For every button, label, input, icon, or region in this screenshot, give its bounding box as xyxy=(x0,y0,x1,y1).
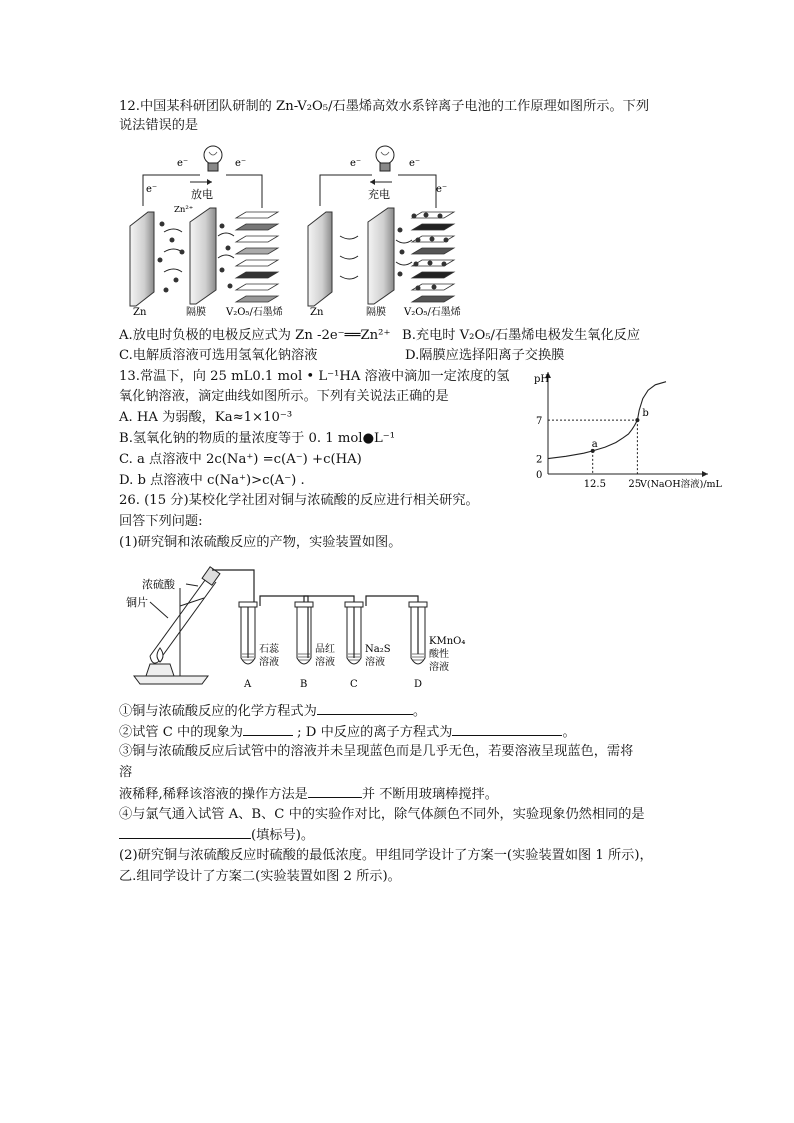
bulb-icon xyxy=(376,146,394,171)
test-tube-a xyxy=(239,602,280,690)
tube-id: B xyxy=(300,679,308,690)
q12-stem-line1: 12.中国某科研团队研制的 Zn-V₂O₅/石墨烯高效水系锌离子电池的工作原理如图所示。下列 xyxy=(119,99,650,114)
membrane-label: 隔膜 xyxy=(366,307,386,318)
q26-sub2-mid: ; D 中反应的离子方程式为 xyxy=(292,725,453,740)
alcohol-lamp xyxy=(146,648,174,676)
tube-label: 溶液 xyxy=(315,657,335,668)
test-tube-c xyxy=(345,602,391,690)
q26-sub2 xyxy=(119,723,576,742)
q26-sub1 xyxy=(119,702,426,721)
zn-label: Zn xyxy=(310,307,324,318)
test-tube-b xyxy=(295,602,335,690)
q26-sub3-line2: 溶 xyxy=(119,765,133,780)
q12-option-b: B.充电时 V₂O₅/石墨烯电极发生氧化反应 xyxy=(402,328,641,343)
membrane xyxy=(368,208,394,304)
q26-sub1-end: 。 xyxy=(412,704,426,719)
cathode-label: V₂O₅/石墨烯 xyxy=(226,307,283,318)
q26-sub2-prompt: ②试管 C 中的现象为 xyxy=(119,725,243,740)
apparatus-diagram xyxy=(120,558,466,694)
zn-electrode xyxy=(130,212,154,306)
q26-sub3-prompt: 液稀释,稀释该溶液的操作方法是 xyxy=(119,787,308,802)
electron-label: e⁻ xyxy=(350,158,362,169)
tube-id: D xyxy=(414,679,423,690)
membrane xyxy=(190,208,216,304)
q26-answer-prompt: 回答下列问题: xyxy=(119,514,203,529)
q13-stem-line2: 氧化钠溶液，滴定曲线如图所示。下列有关说法正确的是 xyxy=(119,389,449,404)
membrane-label: 隔膜 xyxy=(186,307,206,318)
q13-stem-line1: 13.常温下，向 25 mL0.1 mol • L⁻¹HA 溶液中滴加一定浓度的氢 xyxy=(119,369,510,384)
acid-label: 浓硫酸 xyxy=(142,578,175,591)
q12-option-d: D.隔膜应选择阳离子交换膜 xyxy=(405,348,565,363)
y-tick-label: 2 xyxy=(536,454,543,466)
x-axis-arrow-icon xyxy=(702,471,708,477)
q26-part2-line2: 乙.组同学设计了方案二(实验装置如图 2 所示)。 xyxy=(119,869,401,884)
q26-sub3-end: 并 不断用玻璃棒搅拌。 xyxy=(361,787,498,802)
y-tick-label: 7 xyxy=(536,416,543,428)
answer-blank[interactable] xyxy=(317,702,413,715)
tube-label: 酸性 xyxy=(429,649,449,660)
titration-chart xyxy=(528,370,728,492)
y-axis-label: pH xyxy=(534,374,550,385)
q26-stem: 26. (15 分)某校化学社团对铜与浓硫酸的反应进行相关研究。 xyxy=(119,493,479,508)
tube-label: 石蕊 xyxy=(259,644,279,655)
point-label-b: b xyxy=(642,408,649,420)
q26-sub2-end: 。 xyxy=(562,725,576,740)
tube-label: 溶液 xyxy=(259,657,279,668)
discharge-label: 放电 xyxy=(191,188,213,201)
tube-id: A xyxy=(244,679,252,690)
q12-option-a: A.放电时负极的电极反应式为 Zn -2e⁻══Zn²⁺ xyxy=(119,328,391,343)
q26-part1: (1)研究铜和浓硫酸反应的产物，实验装置如图。 xyxy=(119,535,402,550)
q12-option-c: C.电解质溶液可选用氢氧化钠溶液 xyxy=(119,348,318,363)
q26-sub3-line1: ③铜与浓硫酸反应后试管中的溶液并未呈现蓝色而是几乎无色，若要溶液呈现蓝色，需将 xyxy=(119,744,634,759)
q13-option-c: C. a 点溶液中 2c(Na⁺) =c(A⁻) +c(HA) xyxy=(119,452,362,467)
charge-label: 充电 xyxy=(368,188,390,201)
electron-label: e⁻ xyxy=(177,158,189,169)
answer-blank[interactable] xyxy=(308,785,362,798)
zn-electrode xyxy=(308,212,332,306)
electron-label: e⁻ xyxy=(436,184,448,195)
electron-label: e⁻ xyxy=(146,184,158,195)
tube-label: Na₂S xyxy=(365,644,391,655)
arrow-right-icon xyxy=(207,179,212,185)
x-tick-label: 25 xyxy=(628,479,642,490)
electron-label: e⁻ xyxy=(235,158,247,169)
tube-label: 溶液 xyxy=(365,657,385,668)
bulb-icon xyxy=(204,146,222,171)
answer-blank[interactable] xyxy=(452,723,562,736)
tube-label: 溶液 xyxy=(429,662,449,673)
electron-label: e⁻ xyxy=(409,158,421,169)
origin-label: 0 xyxy=(536,470,543,481)
tube-id: C xyxy=(350,679,358,690)
q13-option-b: B.氢氧化钠的物质的量浓度等于 0. 1 mol●L⁻¹ xyxy=(119,431,396,446)
q26-sub1-prompt: ①铜与浓硫酸反应的化学方程式为 xyxy=(119,704,317,719)
point-b xyxy=(635,418,639,422)
q12-stem-line2: 说法错误的是 xyxy=(119,118,199,133)
battery-diagram xyxy=(118,140,488,320)
answer-blank[interactable] xyxy=(119,826,251,839)
cathode-label: V₂O₅/石墨烯 xyxy=(404,307,461,318)
answer-blank[interactable] xyxy=(243,723,293,736)
q26-part2-line1: (2)研究铜与浓硫酸反应时硫酸的最低浓度。甲组同学设计了方案一(实验装置如图 1 所示)， xyxy=(119,848,653,863)
x-axis-label: V(NaOH溶液)/mL xyxy=(640,479,722,490)
x-tick-label: 12.5 xyxy=(583,479,606,490)
q26-sub4-end: (填标号)。 xyxy=(251,828,315,843)
q26-sub4-line2 xyxy=(119,826,314,845)
tube-label: KMnO₄ xyxy=(429,636,466,647)
point-label-a: a xyxy=(591,438,598,450)
q13-option-a: A. HA 为弱酸，Ka≈1×10⁻³ xyxy=(119,410,293,425)
zn-ion-label: Zn²⁺ xyxy=(174,205,194,215)
charge-cell xyxy=(308,146,461,318)
q13-option-d: D. b 点溶液中 c(Na⁺)>c(A⁻) . xyxy=(119,473,305,488)
arrow-left-icon xyxy=(370,179,375,185)
q26-sub3-line3 xyxy=(119,785,498,804)
zn-label: Zn xyxy=(133,307,147,318)
copper-label: 铜片 xyxy=(126,596,148,609)
q26-sub4-line1: ④与氯气通入试管 A、B、C 中的实验作对比，除气体颜色不同外，实验现象仍然相同的是 xyxy=(119,807,645,822)
tube-label: 品红 xyxy=(315,644,335,655)
v2o5-graphene-electrode xyxy=(236,212,278,302)
discharge-cell xyxy=(130,146,283,318)
